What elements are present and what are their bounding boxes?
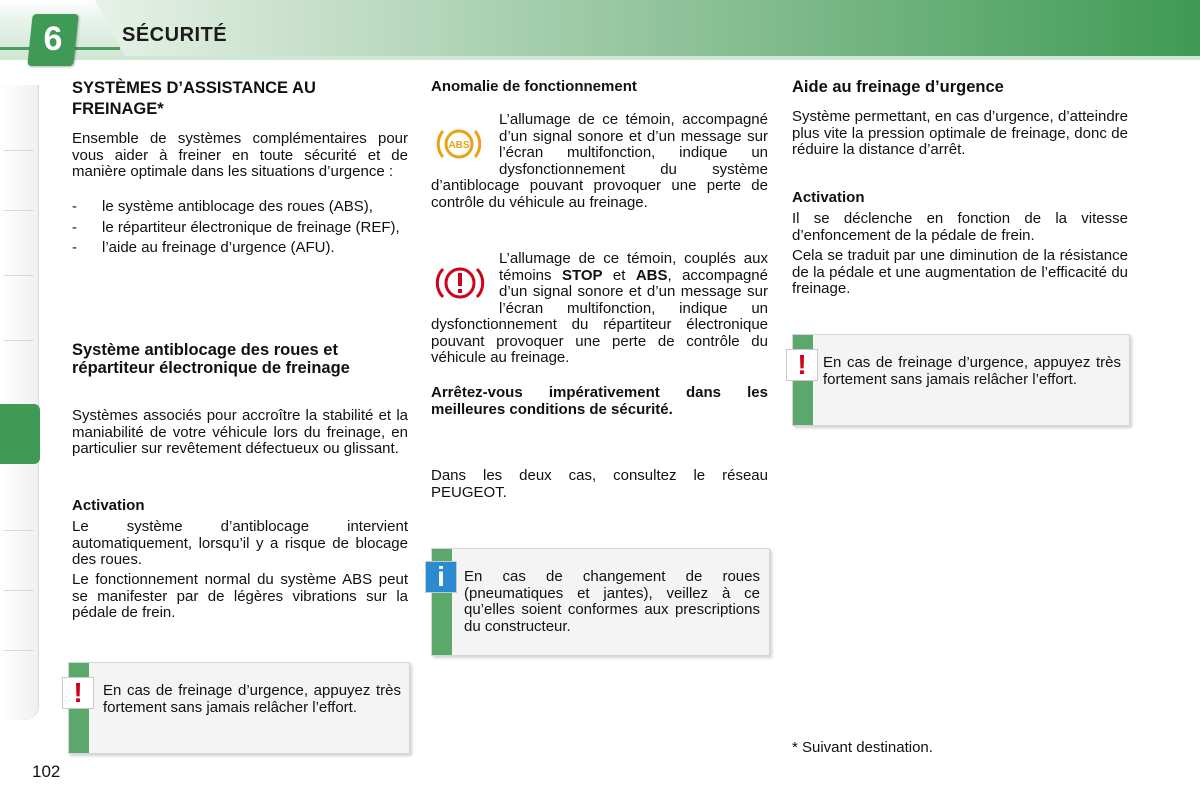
- list-item: - le répartiteur électronique de freinage (REF),: [72, 218, 400, 236]
- header-band: [95, 0, 1200, 56]
- side-tab-divider: [4, 340, 34, 341]
- systems-list: [72, 199, 408, 257]
- warning-icon: !: [786, 349, 818, 381]
- list-item: - le système antiblocage des roues (ABS),: [72, 198, 373, 215]
- activation-paragraph-2: Le fonctionnement normal du système ABS peut se manifester par de légères vibrations sur la pédale de frein.: [72, 571, 408, 621]
- abs-icon-label: ABS: [448, 140, 470, 151]
- section-title-malfunction: Anomalie de fonctionnement: [431, 78, 637, 95]
- side-tab-divider: [4, 275, 34, 276]
- activation-paragraph-2: Cela se traduit par une diminution de la résistance de la pédale et une augmentation de l’efficacité du freinage.: [792, 247, 1128, 297]
- warning-text: En cas de freinage d’urgence, appuyez très fortement sans jamais relâcher l’effort.: [103, 682, 401, 716]
- malfunction-paragraph-2: L’allumage de ce témoin, couplés aux témoins STOP et ABS, accompagné d’un signal sonore et d’un message sur l’écran multifonction, indique un dysfonctionnement du répartiteur électronique pouvant provoquer une perte de contrôle du véhicule au freinage.: [431, 250, 768, 366]
- activation-title: Activation: [792, 189, 865, 206]
- chapter-number: 6: [43, 20, 63, 58]
- side-tab-divider: [4, 210, 34, 211]
- emergency-braking-description: Système permettant, en cas d’urgence, d’atteindre plus vite la pression optimale de freinage, donc de réduire la distance d’arrêt.: [792, 108, 1128, 158]
- warning-icon: !: [62, 677, 94, 709]
- activation-title: Activation: [72, 497, 145, 514]
- abs-description: Systèmes associés pour accroître la stabilité et la maniabilité de votre véhicule lors du freinage, en particulier sur revêtement défectueux ou glissant.: [72, 407, 408, 457]
- chapter-title: SÉCURITÉ: [122, 24, 228, 46]
- warning-box: [68, 662, 410, 754]
- side-tab-active: [0, 404, 40, 464]
- intro-paragraph: Ensemble de systèmes complémentaires pour vous aider à freiner en toute sécurité et de manière optimale dans les situations d’urgence :: [72, 130, 408, 180]
- warning-box: [792, 334, 1130, 426]
- side-tab-divider: [4, 530, 34, 531]
- side-tab-divider: [4, 150, 34, 151]
- info-icon: i: [425, 561, 457, 593]
- info-box: [431, 548, 770, 656]
- section-title-braking-assistance: SYSTÈMES D’ASSISTANCE AU FREINAGE*: [72, 79, 316, 118]
- section-title-abs: Système antiblocage des roues et répartiteur électronique de freinage: [72, 341, 350, 377]
- stop-label: STOP: [561, 266, 603, 284]
- malfunction-paragraph-1: L’allumage de ce témoin, accompagné d’un signal sonore et d’un message sur l’écran multifonction, indique un dysfonctionnement du système d’antiblocage pouvant provoquer une perte de contrôle du véhicule au freinage.: [431, 111, 768, 211]
- consult-network: Dans les deux cas, consultez le réseau PEUGEOT.: [431, 467, 768, 501]
- list-item: - l’aide au freinage d’urgence (AFU).: [72, 239, 335, 256]
- stop-instruction: Arrêtez-vous impérativement dans les meilleures conditions de sécurité.: [431, 384, 768, 418]
- side-tab-divider: [4, 590, 34, 591]
- page-number: 102: [32, 762, 61, 781]
- activation-paragraph-1: Le système d’antiblocage intervient automatiquement, lorsqu’il y a risque de blocage des roues.: [72, 518, 408, 568]
- footnote: * Suivant destination.: [792, 739, 933, 756]
- side-thumb-tabs: [0, 85, 39, 720]
- warning-text: En cas de freinage d’urgence, appuyez très fortement sans jamais relâcher l’effort.: [823, 354, 1121, 388]
- info-text: En cas de changement de roues (pneumatiques et jantes), veillez à ce qu’elles soient conformes aux prescriptions du constructeur.: [464, 568, 760, 635]
- activation-paragraph-1: Il se déclenche en fonction de la vitesse d’enfoncement de la pédale de frein.: [792, 210, 1128, 244]
- section-title-emergency-braking: Aide au freinage d’urgence: [792, 78, 1004, 96]
- abs-label: ABS: [635, 266, 668, 284]
- side-tab-divider: [4, 650, 34, 651]
